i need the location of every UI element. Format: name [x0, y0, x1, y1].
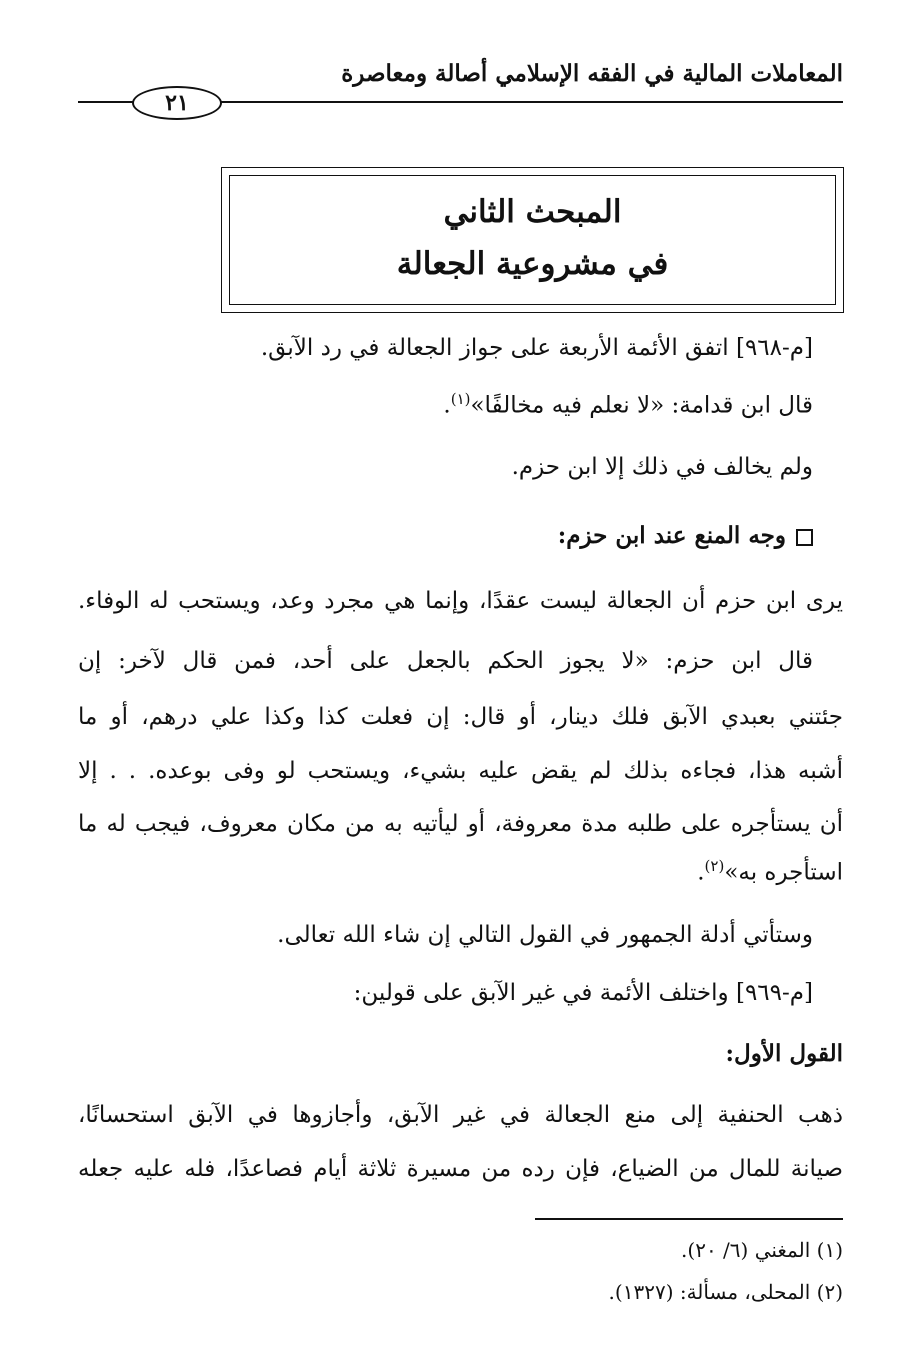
paragraph-5-line-3: أشبه هذا، فجاءه بذلك لم يقض عليه بشيء، ويستحب لو وفى بوعده. . . إلا	[78, 758, 843, 784]
footnote-ref-1[interactable]: (١)	[450, 390, 471, 408]
paragraph-5-line-5-text: استأجره به»	[724, 859, 843, 886]
paragraph-8-line-1: ذهب الحنفية إلى منع الجعالة في غير الآبق، وأجازوها في الآبق استحسانًا،	[78, 1102, 843, 1128]
paragraph-2-text: قال ابن قدامة: «لا نعلم فيه مخالفًا»	[470, 392, 813, 419]
paragraph-8-line-2: صيانة للمال من الضياع، فإن رده من مسيرة ثلاثة أيام فصاعدًا، فله عليه جعله	[78, 1156, 843, 1182]
paragraph-3: ولم يخالف في ذلك إلا ابن حزم.	[511, 454, 813, 480]
section-subtitle: في مشروعية الجعالة	[396, 246, 669, 282]
paragraph-2-end: .	[443, 392, 451, 419]
paragraph-5-line-5	[697, 857, 843, 886]
paragraph-5-end: .	[697, 859, 705, 886]
paragraph-6: وستأتي أدلة الجمهور في القول التالي إن شاء الله تعالى.	[277, 922, 813, 948]
page-number: ٢١	[132, 86, 222, 120]
subheading-ibn-hazm-text: وجه المنع عند ابن حزم:	[557, 522, 786, 549]
square-bullet-icon	[796, 529, 813, 546]
running-title: المعاملات المالية في الفقه الإسلامي أصالة ومعاصرة	[341, 60, 843, 87]
paragraph-7: [م-٩٦٩] واختلف الأئمة في غير الآبق على قولين:	[353, 980, 813, 1006]
paragraph-5-line-2: جئتني بعبدي الآبق فلك دينار، أو قال: إن فعلت كذا وكذا علي درهم، أو ما	[78, 704, 843, 730]
footnote-1: (١) المغني (٦/ ٢٠).	[681, 1238, 843, 1262]
paragraph-4: يرى ابن حزم أن الجعالة ليست عقدًا، وإنما هي مجرد وعد، ويستحب له الوفاء.	[78, 588, 843, 614]
footnote-ref-2[interactable]: (٢)	[704, 857, 725, 875]
subheading-first-opinion: القول الأول:	[725, 1040, 843, 1067]
section-title-inner-border	[229, 175, 836, 305]
paragraph-5-line-4: أن يستأجره على طلبه مدة معروفة، أو ليأتيه به من مكان معروف، فيجب له ما	[78, 811, 843, 837]
paragraph-1: [م-٩٦٨] اتفق الأئمة الأربعة على جواز الجعالة في رد الآبق.	[260, 335, 813, 361]
section-title-box	[221, 167, 844, 313]
section-title: المبحث الثاني	[443, 194, 622, 230]
paragraph-5-line-1: قال ابن حزم: «لا يجوز الحكم بالجعل على أحد، فمن قال لآخر: إن	[78, 648, 813, 674]
subheading-ibn-hazm	[558, 522, 813, 549]
footnote-separator	[535, 1218, 843, 1220]
footnote-2: (٢) المحلى، مسألة: (١٣٢٧).	[608, 1280, 843, 1304]
paragraph-2	[443, 390, 813, 419]
